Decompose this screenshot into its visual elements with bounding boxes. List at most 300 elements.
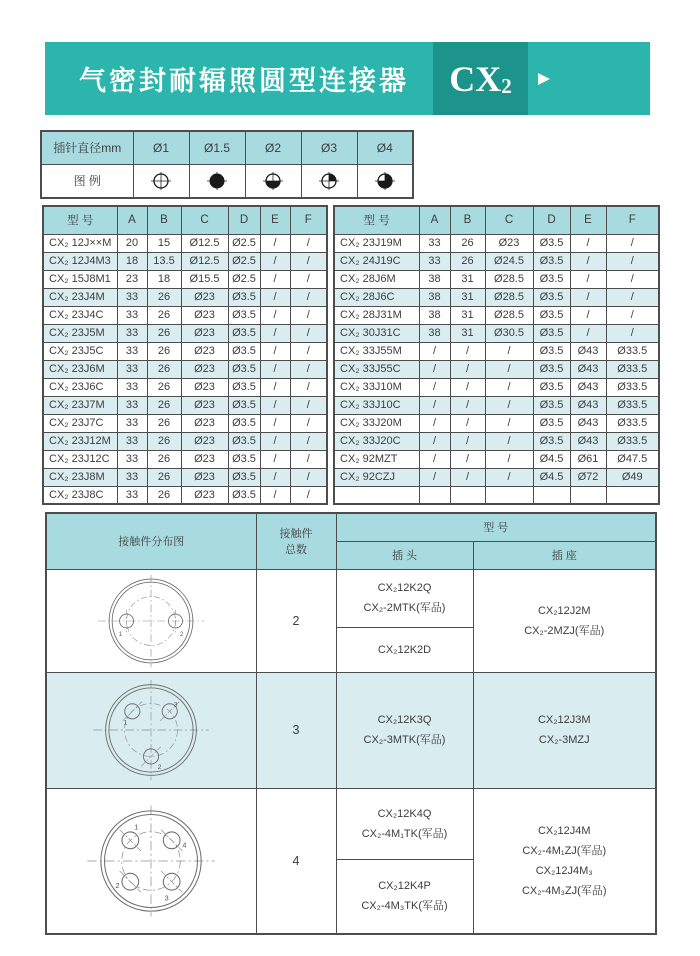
model-text: CX₂12J4M [537,824,591,837]
spec-cell: Ø4.5 [533,450,570,468]
spec-cell: Ø2.5 [228,252,260,270]
spec-cell: 26 [147,378,181,396]
spec-cell: / [260,252,290,270]
pin-label: 1 [123,719,128,727]
spec-cell: 33 [117,360,147,378]
spec-cell: / [260,432,290,450]
spec-cell: Ø3.5 [228,468,260,486]
spec-cell: 26 [147,288,181,306]
spec-row [43,468,327,486]
spec-cell: 23 [117,270,147,288]
crosshair-circle-bottom-half-filled-icon [262,171,284,191]
diameter-value: Ø3 [301,131,357,164]
model-cell: CX₂ 23J12C [43,450,117,468]
model-cell: CX₂ 28J31M [334,306,419,324]
total-label-line2: 总数 [285,544,307,557]
column-header: B [450,206,485,234]
model-text: CX₂-4M₃TK(军品) [361,900,448,912]
model-cell: CX₂ 33J10C [334,396,419,414]
socket-models-cell [473,672,656,788]
plug-models-cell [336,569,473,672]
contact-model-table [45,512,657,935]
spec-cell: Ø23 [181,486,228,504]
spec-table-left [42,205,328,505]
model-text: CX₂-2MZJ(军品) [524,624,605,637]
spec-cell: 18 [117,252,147,270]
spec-row [334,234,659,252]
spec-table-left-body [43,234,327,504]
spec-cell: Ø3.5 [533,270,570,288]
spec-row [43,288,327,306]
spec-cell: / [485,342,533,360]
spec-cell: Ø3.5 [533,378,570,396]
spec-cell: Ø43 [570,378,606,396]
spec-cell: Ø24.5 [485,252,533,270]
spec-cell: Ø33.5 [606,360,659,378]
model-cell: CX₂ 23J4M [43,288,117,306]
spec-cell: Ø72 [570,468,606,486]
model-cell: CX₂ 24J19C [334,252,419,270]
spec-cell: / [419,342,450,360]
model-text: CX₂12J4M₃ [535,864,593,877]
spec-cell: Ø23 [181,360,228,378]
spec-row [334,252,659,270]
spec-cell: / [485,378,533,396]
column-header-diagram: 接触件分布图 [46,513,256,569]
spec-cell: / [419,378,450,396]
spec-row [334,306,659,324]
spec-cell: / [485,432,533,450]
spec-row [334,324,659,342]
spec-cell: / [419,396,450,414]
column-header: D [228,206,260,234]
spec-cell: 26 [147,324,181,342]
spec-cell: Ø3.5 [533,234,570,252]
spec-cell: / [570,306,606,324]
model-cell: CX₂ 23J5C [43,342,117,360]
series-badge [433,42,528,115]
column-header: 型 号 [43,206,117,234]
spec-cell: / [260,450,290,468]
model-cell [334,486,419,504]
spec-cell: / [290,450,327,468]
model-text: CX₂12J2M [537,604,591,617]
spec-cell: Ø3.5 [533,306,570,324]
spec-cell: Ø23 [181,468,228,486]
model-text: CX₂12K2Q [377,582,432,594]
spec-row [43,396,327,414]
spec-cell: 33 [419,252,450,270]
spec-row [334,432,659,450]
model-text: CX₂-4M₁TK(军品) [361,827,448,840]
spec-cell: 33 [117,342,147,360]
spec-cell: 38 [419,288,450,306]
spec-cell: / [260,468,290,486]
spec-cell: Ø33.5 [606,342,659,360]
spec-cell: / [570,234,606,252]
column-header-plug: 插 头 [336,541,473,569]
contact-diagram-4pin [81,802,221,920]
pin-label: 1 [119,630,123,638]
spec-cell: Ø12.5 [181,252,228,270]
spec-cell: / [290,414,327,432]
contact-row-2pin [46,569,656,672]
model-cell: CX₂ 23J4C [43,306,117,324]
model-cell: CX₂ 23J7C [43,414,117,432]
spec-cell: Ø49 [606,468,659,486]
spec-cell [485,486,533,504]
spec-cell: 33 [117,432,147,450]
spec-cell [533,486,570,504]
crosshair-circle-empty-icon [150,171,172,191]
spec-cell: 26 [147,342,181,360]
model-cell: CX₂ 33J20C [334,432,419,450]
spec-cell: / [419,360,450,378]
spec-cell [570,486,606,504]
spec-row [334,270,659,288]
column-header: A [419,206,450,234]
spec-row [334,468,659,486]
spec-cell: 33 [117,450,147,468]
spec-cell: 33 [419,234,450,252]
spec-cell: 31 [450,270,485,288]
legend-cell [245,164,301,198]
spec-cell: Ø3.5 [533,360,570,378]
pin-label: 2 [180,630,184,638]
spec-row [334,288,659,306]
spec-cell: Ø23 [181,414,228,432]
spec-cell: 26 [147,414,181,432]
spec-cell: 33 [117,468,147,486]
spec-cell: / [485,396,533,414]
model-text: CX₂-3MZJ [538,734,590,746]
spec-cell: / [419,414,450,432]
legend-cell [189,164,245,198]
socket-models-cell [473,569,656,672]
spec-cell: Ø3.5 [228,414,260,432]
spec-table-right-body [334,234,659,504]
contact-diagram-2pin [84,573,218,669]
spec-cell: / [450,378,485,396]
spec-cell: Ø47.5 [606,450,659,468]
model-text: CX₂12K4Q [377,807,432,820]
spec-cell [419,486,450,504]
total-contacts: 3 [256,672,336,788]
diagram-cell [46,672,256,788]
model-cell: CX₂ 23J6C [43,378,117,396]
spec-cell: Ø12.5 [181,234,228,252]
spec-cell: Ø23 [181,450,228,468]
pin-label: 3 [164,893,169,903]
spec-row [43,432,327,450]
plug-model-group [337,627,473,672]
spec-cell: Ø3.5 [533,324,570,342]
contact-row-3pin [46,672,656,788]
spec-cell: 33 [117,378,147,396]
spec-cell: / [570,324,606,342]
spec-cell: / [570,288,606,306]
spec-cell: / [606,324,659,342]
spec-cell: Ø23 [181,324,228,342]
pin-label: 2 [115,880,120,890]
spec-cell: / [450,450,485,468]
model-cell: CX₂ 92CZJ [334,468,419,486]
spec-cell: 26 [450,234,485,252]
spec-cell: Ø43 [570,432,606,450]
model-cell: CX₂ 23J6M [43,360,117,378]
diameter-value: Ø1 [133,131,189,164]
spec-cell: / [290,468,327,486]
spec-cell [450,486,485,504]
spec-cell: 33 [117,324,147,342]
contact-row-4pin [46,788,656,934]
model-cell: CX₂ 33J55C [334,360,419,378]
spec-cell: / [290,342,327,360]
plug-models-cell [336,788,473,934]
model-cell: CX₂ 23J8M [43,468,117,486]
pin-label: 2 [157,763,162,771]
spec-cell: 33 [117,306,147,324]
spec-cell: / [570,252,606,270]
spec-cell: 15 [147,234,181,252]
diameter-value: Ø1.5 [189,131,245,164]
spec-cell: Ø23 [181,396,228,414]
spec-row [334,450,659,468]
plug-model-group [337,859,473,933]
spec-row [43,450,327,468]
spec-cell: / [260,360,290,378]
spec-cell: Ø3.5 [228,342,260,360]
spec-cell: Ø3.5 [228,450,260,468]
spec-cell: Ø23 [181,378,228,396]
spec-header-row [334,206,659,234]
spec-cell: Ø4.5 [533,468,570,486]
spec-cell: / [570,270,606,288]
model-text: CX₂12K3Q [377,714,432,726]
spec-cell: Ø43 [570,342,606,360]
model-cell: CX₂ 33J10M [334,378,419,396]
crosshair-circle-top-right-quarter-filled-icon [318,171,340,191]
spec-cell: / [606,306,659,324]
spec-cell: / [290,486,327,504]
spec-cell: 33 [117,486,147,504]
spec-cell: / [606,234,659,252]
spec-cell: Ø3.5 [228,432,260,450]
spec-cell: 26 [147,360,181,378]
spec-row [43,252,327,270]
spec-cell: / [260,234,290,252]
legend-cell [133,164,189,198]
model-cell: CX₂ 92MZT [334,450,419,468]
spec-cell: Ø3.5 [228,486,260,504]
spec-cell: Ø3.5 [228,324,260,342]
spec-cell: / [450,432,485,450]
spec-cell: Ø23 [485,234,533,252]
spec-cell: / [450,414,485,432]
plug-model-group [337,789,473,859]
spec-cell: Ø33.5 [606,432,659,450]
arrow-right-icon [538,73,550,85]
spec-cell: Ø28.5 [485,270,533,288]
spec-cell: / [485,450,533,468]
spec-cell: / [290,432,327,450]
model-cell: CX₂ 23J5M [43,324,117,342]
model-cell: CX₂ 28J6M [334,270,419,288]
legend-label: 图 例 [41,164,133,198]
spec-cell: 26 [147,396,181,414]
spec-cell: / [290,306,327,324]
spec-cell: 31 [450,306,485,324]
spec-cell: / [290,288,327,306]
plug-model-group [337,570,473,627]
spec-row [43,324,327,342]
spec-cell: Ø33.5 [606,378,659,396]
model-text: CX₂12J3M [537,714,591,726]
spec-cell: Ø28.5 [485,288,533,306]
model-cell: CX₂ 28J6C [334,288,419,306]
model-cell: CX₂ 15J8M1 [43,270,117,288]
spec-cell: / [606,288,659,306]
contact-diagram-3pin [84,678,218,782]
model-text: CX₂12K2D [377,643,432,656]
spec-cell: Ø3.5 [228,306,260,324]
model-text: CX₂-4M₁ZJ(军品) [522,844,607,857]
column-header: E [260,206,290,234]
pin-diameter-table [40,130,414,199]
pin-diameter-label: 插针直径mm [41,131,133,164]
spec-cell: Ø43 [570,414,606,432]
model-text: CX₂-2MTK(军品) [363,602,446,614]
spec-cell: 38 [419,324,450,342]
spec-row [43,234,327,252]
spec-cell: 38 [419,306,450,324]
model-cell: CX₂ 23J8C [43,486,117,504]
model-cell: CX₂ 33J55M [334,342,419,360]
spec-cell: / [450,360,485,378]
spec-cell: / [260,396,290,414]
spec-row [43,360,327,378]
spec-cell: Ø43 [570,396,606,414]
spec-cell: 31 [450,324,485,342]
spec-cell: / [485,468,533,486]
spec-row [43,486,327,504]
spec-row [334,360,659,378]
spec-cell: Ø3.5 [533,288,570,306]
spec-cell: / [485,360,533,378]
column-header: F [290,206,327,234]
spec-cell: Ø3.5 [228,288,260,306]
spec-cell: / [450,342,485,360]
column-header: E [570,206,606,234]
spec-cell: / [260,288,290,306]
model-cell: CX₂ 30J31C [334,324,419,342]
socket-models-cell [473,788,656,934]
spec-cell: Ø3.5 [228,360,260,378]
spec-row [43,270,327,288]
spec-cell [606,486,659,504]
model-text: CX₂-3MTK(军品) [363,734,446,746]
spec-cell: Ø23 [181,432,228,450]
header-banner [45,42,650,115]
spec-cell: Ø33.5 [606,396,659,414]
page-title: 气密封耐辐照圆型连接器 [79,66,409,96]
spec-cell: / [290,252,327,270]
spec-cell: Ø3.5 [533,396,570,414]
spec-cell: Ø3.5 [533,342,570,360]
column-header: D [533,206,570,234]
total-label-line1: 接触件 [279,528,313,541]
legend-cell [357,164,413,198]
spec-cell: Ø15.5 [181,270,228,288]
spec-cell: 18 [147,270,181,288]
spec-cell: / [290,378,327,396]
spec-cell: / [606,270,659,288]
circle-solid-filled-icon [206,171,228,191]
model-cell: CX₂ 23J12M [43,432,117,450]
pin-label: 1 [134,822,139,832]
crosshair-circle-three-quarter-filled-icon [374,171,396,191]
total-contacts: 2 [256,569,336,672]
spec-row [334,396,659,414]
spec-cell: / [260,270,290,288]
series-code: CX [449,58,502,99]
spec-row [43,306,327,324]
model-cell: CX₂ 33J20M [334,414,419,432]
spec-cell: Ø3.5 [533,414,570,432]
spec-cell: Ø61 [570,450,606,468]
spec-cell: Ø23 [181,306,228,324]
spec-cell: Ø28.5 [485,306,533,324]
spec-cell: / [260,306,290,324]
column-header-total [256,513,336,569]
model-cell: CX₂ 23J7M [43,396,117,414]
spec-cell: 13.5 [147,252,181,270]
diagram-cell [46,569,256,672]
spec-cell: / [606,252,659,270]
spec-cell: / [450,468,485,486]
spec-cell: 26 [147,306,181,324]
spec-cell: Ø2.5 [228,270,260,288]
column-header-socket: 插 座 [473,541,656,569]
series-code-subscript: 2 [501,74,512,98]
spec-cell: / [485,414,533,432]
spec-row [43,414,327,432]
model-text: CX₂12K4P [378,880,431,892]
spec-cell: / [290,324,327,342]
model-cell: CX₂ 12J4M3 [43,252,117,270]
spec-cell: 26 [147,486,181,504]
spec-cell: Ø2.5 [228,234,260,252]
column-header: F [606,206,659,234]
model-text: CX₂-4M₃ZJ(军品) [521,884,607,897]
spec-cell: 20 [117,234,147,252]
column-header: C [181,206,228,234]
spec-cell: Ø43 [570,360,606,378]
spec-header-row [43,206,327,234]
spec-cell: / [290,360,327,378]
model-cell: CX₂ 12J××M [43,234,117,252]
spec-cell: 26 [147,468,181,486]
spec-row [334,414,659,432]
spec-cell: Ø33.5 [606,414,659,432]
column-header: B [147,206,181,234]
model-cell: CX₂ 23J19M [334,234,419,252]
diameter-value: Ø4 [357,131,413,164]
spec-cell: 31 [450,288,485,306]
spec-cell: Ø30.5 [485,324,533,342]
spec-cell: 38 [419,270,450,288]
spec-cell: / [419,450,450,468]
